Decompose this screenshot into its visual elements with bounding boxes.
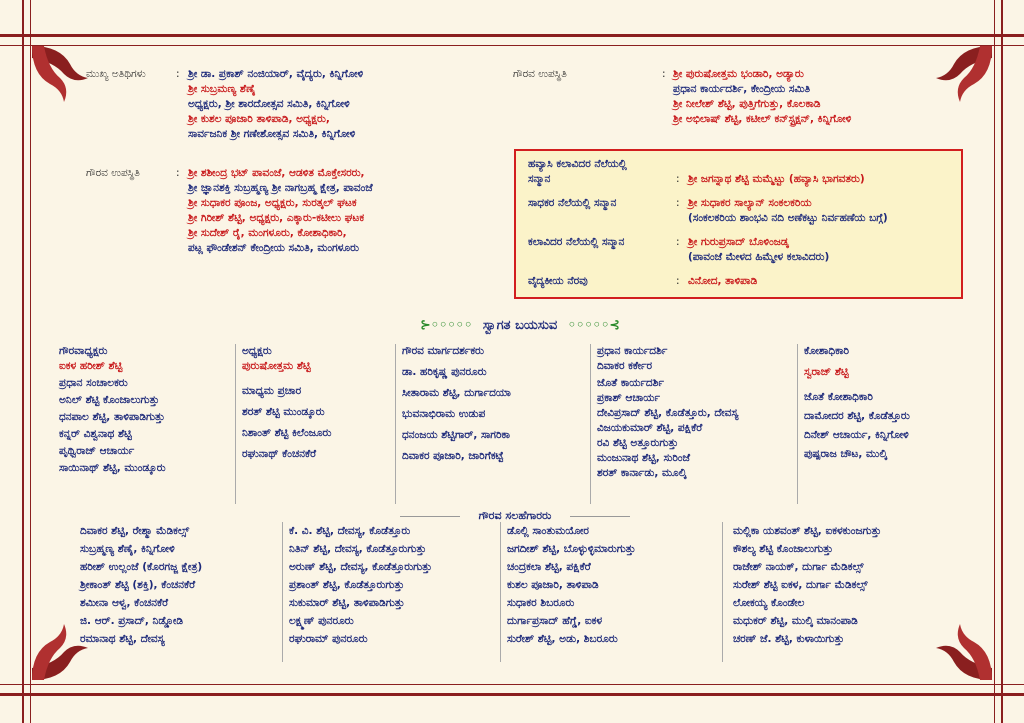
felicitation-value: ಶ್ರೀ ಸುಧಾಕರ ಸಾಲ್ಯಾನ್ ಸಂಕಲಕರಿಯ (ಸಂಕಲಕರಿಯ ಶಾಂಭವಿ ನದಿ ಅಣೆಕಟ್ಟು ನಿರ್ವಹಣೆಯ ಬಗ್ಗೆ) — [688, 197, 888, 224]
welcome-heading — [360, 318, 680, 333]
member-name: ನಿಶಾಂತ್ ಶೆಟ್ಟಿ ಕಿಲೆಂಜೂರು — [242, 427, 332, 439]
member-name: ಪ್ರಕಾಶ್ ಆಚಾರ್ಯ — [597, 392, 660, 404]
member-name: ವಿಜಯಕುಮಾರ್ ಶೆಟ್ಟಿ, ಪಕ್ಷಿಕೆರೆ — [597, 422, 703, 434]
advisor-name: ಚರಣ್ ಜೆ. ಶೆಟ್ಟಿ, ಕುಳಾಯಿಗುತ್ತು — [733, 633, 845, 645]
advisor-name: ಜಗದೀಶ್ ಶೆಟ್ಟಿ, ಬೊಳ್ಳುಳ್ಳಿಮಾರುಗುತ್ತು — [507, 543, 636, 555]
member-name: ಸ್ವರಾಜ್ ಶೆಟ್ಟಿ — [804, 366, 849, 378]
felicitation-value: ಶ್ರೀ ಗುರುಪ್ರಸಾದ್ ಬೊಳಿಂಜಡ್ಕ (ಪಾವಂಜೆ ಮೇಳದ ಹಿಮ್ಮೇಳ ಕಲಾವಿದರು) — [688, 236, 830, 263]
committee-column — [55, 344, 227, 504]
advisors-column — [722, 522, 959, 662]
advisor-name: ಪ್ರಶಾಂತ್ ಶೆಟ್ಟಿ, ಕೊಡೆತ್ತೂರುಗುತ್ತು — [289, 579, 405, 591]
member-name: ದಾಮೋದರ ಶೆಟ್ಟಿ, ಕೊಡೆತ್ತೂರು — [804, 410, 910, 422]
member-name: ಅನಿಲ್ ಶೆಟ್ಟಿ ಕೊಂಜಾಲುಗುತ್ತು — [59, 394, 160, 406]
section-title: ಪ್ರಧಾನ ಕಾರ್ಯದರ್ಶಿ — [597, 345, 668, 357]
colon: : — [662, 68, 666, 80]
section-title: ಮಾಧ್ಯಮ ಪ್ರಚಾರ — [242, 385, 302, 397]
honored-line: ಶ್ರೀ ಸುದೇಶ್ ರೈ, ಮಂಗಳೂರು, ಕೋಶಾಧಿಕಾರಿ, — [188, 227, 347, 239]
frame-right-border — [994, 0, 1003, 723]
frame-left-border — [22, 0, 31, 723]
felicitation-value: ವಿನೋದ, ತಾಳಿಪಾಡಿ — [688, 275, 758, 287]
advisor-name: ಸುಕುಮಾರ್ ಶೆಟ್ಟಿ, ತಾಳಿಪಾಡಿಗುತ್ತು — [289, 597, 405, 609]
honored-label-left: ಗೌರವ ಉಪಸ್ಥಿತಿ — [86, 167, 140, 179]
section-title: ಗೌರವ ಮಾರ್ಗದರ್ಶಕರು — [402, 345, 484, 357]
advisor-name: ಸುರೇಶ್ ಶೆಟ್ಟಿ, ಅಡು, ಶಿಬರೂರು — [507, 633, 618, 645]
advisor-name: ರಮಾನಾಥ ಶೆಟ್ಟಿ, ದೇವಸ್ಯ — [80, 633, 165, 645]
chief-guest-line: ಶ್ರೀ ಸುಬ್ರಮಣ್ಯ ಶೆಣೈ — [188, 83, 256, 95]
member-name: ಪೃಥ್ವಿರಾಜ್ ಆಚಾರ್ಯ — [59, 445, 135, 457]
advisor-name: ನಿತಿನ್ ಶೆಟ್ಟಿ, ದೇವಸ್ಯ, ಕೊಡೆತ್ತೂರುಗುತ್ತು — [289, 543, 427, 555]
advisor-name: ರಘುರಾಮ್ ಪುನರೂರು — [289, 633, 368, 645]
frame-bottom-border — [0, 684, 1024, 696]
honored-label-right: ಗೌರವ ಉಪಸ್ಥಿತಿ — [513, 68, 567, 80]
advisors-column — [282, 522, 493, 662]
chief-guest-line: ಅಧ್ಯಕ್ಷರು, ಶ್ರೀ ಶಾರದೋತ್ಸವ ಸಮಿತಿ, ಕಿನ್ನಿಗೋಳಿ — [188, 98, 350, 110]
member-name: ಮಂಜುನಾಥ ಶೆಟ್ಟಿ, ಸುರಿಂಜೆ — [597, 452, 691, 464]
advisor-name: ಕೆ. ವಿ. ಶೆಟ್ಟಿ, ದೇವಸ್ಯ, ಕೊಡೆತ್ತೂರು — [289, 525, 411, 537]
honored-line: ಶ್ರೀ ಶಶೀಂದ್ರ ಭಟ್ ಪಾವಂಜೆ, ಆಡಳಿತ ಮೊಕ್ತೇಸರರು, — [188, 167, 365, 179]
felicitation-label: ಸಾಧಕರ ನೆಲೆಯಲ್ಲಿ ಸನ್ಮಾನ — [528, 197, 617, 209]
member-name: ರವಿ ಶೆಟ್ಟಿ ಅತ್ತೂರುಗುತ್ತು — [597, 437, 679, 449]
advisor-name: ದಿವಾಕರ ಶೆಟ್ಟಿ, ರೇಶ್ಮಾ ಮೆಡಿಕಲ್ಸ್ — [80, 525, 190, 537]
colon: : — [676, 173, 680, 185]
honored-line: ಪಟ್ಲ ಫೌಂಡೇಶನ್ ಕೇಂದ್ರೀಯ ಸಮಿತಿ, ಮಂಗಳೂರು — [188, 242, 359, 254]
advisor-name: ಸುಬ್ರಹ್ಮಣ್ಯ ಶೆಣೈ, ಕಿನ್ನಿಗೋಳಿ — [80, 543, 175, 555]
advisor-name: ಕೌಶಲ್ಯ ಶೆಟ್ಟಿ ಕೊಂಜಾಲುಗುತ್ತು — [733, 543, 833, 555]
divider — [400, 516, 460, 517]
divider — [570, 516, 630, 517]
advisors-grid — [80, 522, 960, 662]
honored-list-left — [188, 166, 373, 256]
ornament-right-icon: ◦◦◦◦◦⊰ — [567, 318, 621, 333]
member-name: ಸೀತಾರಾಮ ಶೆಟ್ಟಿ, ದುರ್ಗಾದಯಾ — [402, 387, 511, 399]
honored-line: ಶ್ರೀ ಪುರುಷೋತ್ತಮ ಭಂಡಾರಿ, ಅಡ್ಯಾರು — [673, 68, 804, 80]
committee-column — [590, 344, 791, 504]
committee-column — [395, 344, 586, 504]
felicitation-value: ಶ್ರೀ ಜಗನ್ನಾಥ ಶೆಟ್ಟಿ ಮಮ್ಮೆಟ್ಟು (ಹವ್ಯಾಸಿ ಭಾಗವತರು) — [688, 173, 865, 185]
corner-ornament-top-left-icon — [30, 44, 90, 104]
advisors-title: ಗೌರವ ಸಲಹೆಗಾರರು — [478, 509, 552, 522]
section-title: ಪ್ರಧಾನ ಸಂಚಾಲಕರು — [59, 377, 128, 389]
colon: : — [676, 197, 680, 209]
committee-column — [797, 344, 973, 504]
committee-column — [235, 344, 386, 504]
section-title: ಕೋಶಾಧಿಕಾರಿ — [804, 345, 850, 357]
member-name: ಕನ್ನರ್ ವಿಶ್ವನಾಥ ಶೆಟ್ಟಿ — [59, 428, 132, 440]
advisor-name: ಸುರೇಶ್ ಶೆಟ್ಟಿ ಐಕಳ, ದುರ್ಗಾ ಮೆಡಿಕಲ್ಸ್ — [733, 579, 868, 591]
member-name: ದೇವಿಪ್ರಸಾದ್ ಶೆಟ್ಟಿ, ಕೊಡೆತ್ತೂರು, ದೇವಸ್ಯ — [597, 407, 739, 419]
advisor-name: ಲೋಕಯ್ಯ ಕೊಂಡೇಲ — [733, 597, 805, 609]
honored-line: ಶ್ರೀ ನೀಲೇಶ್ ಶೆಟ್ಟಿ, ಪುತ್ತಿಗೆಗುತ್ತು, ಕೊಲಕಾಡಿ — [673, 98, 821, 110]
advisor-name: ಅರುಣ್ ಶೆಟ್ಟಿ, ದೇವಸ್ಯ, ಕೊಡೆತ್ತೂರುಗುತ್ತು — [289, 561, 432, 573]
advisor-name: ಮಧುಕರ್ ಶೆಟ್ಟಿ, ಮುಲ್ಕಿ ಮಾನಂಪಾಡಿ — [733, 615, 858, 627]
advisor-name: ದುರ್ಗಾಪ್ರಸಾದ್ ಹೆಗ್ಡೆ, ಐಕಳ — [507, 615, 603, 627]
advisors-column — [500, 522, 716, 662]
honored-line: ಶ್ರೀ ಗಿರೀಶ್ ಶೆಟ್ಟಿ, ಅಧ್ಯಕ್ಷರು, ಎಕ್ಕಾರು-ಕಟೀಲು ಘಟಕ — [188, 212, 365, 224]
corner-ornament-top-right-icon — [934, 44, 994, 104]
chief-guest-line: ಸಾರ್ವಜನಿಕ ಶ್ರೀ ಗಣೇಶೋತ್ಸವ ಸಮಿತಿ, ಕಿನ್ನಿಗೋಳಿ — [188, 128, 356, 140]
advisor-name: ಮಲ್ಲಿಕಾ ಯಶವಂತ್ ಶೆಟ್ಟಿ, ಐಕಳಕುಂಜಗುತ್ತು — [733, 525, 882, 537]
honored-line: ಶ್ರೀ ಜ್ಞಾನಶಕ್ತಿ ಸುಬ್ರಹ್ಮಣ್ಯ ಶ್ರೀ ನಾಗಬ್ರಹ್ಮ ಕ್ಷೇತ್ರ, ಪಾವಂಜೆ — [188, 182, 373, 194]
member-name: ಶರತ್ ಕಾರ್ನಾಡು, ಮೂಲ್ಕಿ — [597, 467, 687, 479]
advisor-name: ಲಕ್ಷ್ಮಣ್ ಪುನರೂರು — [289, 615, 354, 627]
felicitation-label: ಕಲಾವಿದರ ನೆಲೆಯಲ್ಲಿ ಸನ್ಮಾನ — [528, 236, 625, 248]
member-name: ಡಾ. ಹರಿಕೃಷ್ಣ ಪುನರೂರು — [402, 366, 487, 378]
chief-guests-label: ಮುಖ್ಯ ಅತಿಥಿಗಳು — [86, 68, 146, 80]
member-name: ಪುಷ್ಪರಾಜ ಚೌಟ, ಮುಲ್ಕಿ — [804, 448, 888, 460]
colon: : — [676, 275, 680, 287]
member-name: ಐಕಳ ಹರೀಶ್ ಶೆಟ್ಟಿ — [59, 360, 123, 372]
member-name: ದಿವಾಕರ ಪೂಜಾರಿ, ಜಾರಿಗೆಕಟ್ಟೆ — [402, 450, 504, 462]
advisor-name: ಸುಧಾಕರ ಶಿಬರೂರು — [507, 597, 575, 609]
ornament-left-icon: ⊱◦◦◦◦◦ — [419, 318, 473, 333]
advisor-name: ಜಿ. ಆರ್. ಪ್ರಸಾದ್, ನಿಡ್ಡೋಡಿ — [80, 615, 184, 627]
member-name: ಪುರುಷೋತ್ತಮ ಶೆಟ್ಟಿ — [242, 360, 311, 372]
member-name: ರಘುನಾಥ್ ಕೆಂಚನಕೆರೆ — [242, 448, 317, 460]
advisor-name: ಹರೀಶ್ ಉಲ್ಲಂಜೆ (ಕೊರಗಜ್ಜ ಕ್ಷೇತ್ರ) — [80, 561, 203, 573]
welcome-title: ಸ್ವಾಗತ ಬಯಸುವ — [482, 318, 558, 333]
member-name: ಧನಪಾಲ ಶೆಟ್ಟಿ, ತಾಳಿಪಾಡಿಗುತ್ತು — [59, 411, 165, 423]
advisor-name: ಡೊಲ್ಲಿ ಸಾಂತುಮಯೋರ — [507, 525, 589, 537]
member-name: ದಿನೇಶ್ ಆಚಾರ್ಯ, ಕಿನ್ನಿಗೋಳಿ — [804, 429, 909, 441]
frame-top-border — [0, 34, 1024, 46]
section-title: ಅಧ್ಯಕ್ಷರು — [242, 345, 272, 357]
honored-line: ಶ್ರೀ ಅಭಿಲಾಷ್ ಶೆಟ್ಟಿ, ಕಟೀಲ್ ಕನ್‌ಸ್ಟ್ರಕ್ಷನ್, ಕಿನ್ನಿಗೋಳಿ — [673, 113, 852, 125]
honored-line: ಪ್ರಧಾನ ಕಾರ್ಯದರ್ಶಿ, ಕೇಂದ್ರೀಯ ಸಮಿತಿ — [673, 83, 811, 95]
section-title: ಜೊತೆ ಕಾರ್ಯದರ್ಶಿ — [597, 377, 664, 389]
chief-guests-list — [188, 67, 363, 142]
colon: : — [676, 236, 680, 248]
advisors-column — [80, 522, 280, 662]
colon: : — [176, 68, 180, 80]
chief-guest-line: ಶ್ರೀ ಕುಶಲ ಪೂಜಾರಿ ತಾಳಿಪಾಡಿ, ಅಧ್ಯಕ್ಷರು, — [188, 113, 330, 125]
member-name: ಧನಂಜಯ ಶೆಟ್ಟಿಗಾರ್, ಸಾಗರಿಕಾ — [402, 429, 510, 441]
advisor-name: ಕುಶಲ ಪೂಜಾರಿ, ತಾಳಿಪಾಡಿ — [507, 579, 599, 591]
member-name: ಭುವನಾಭಿರಾಮ ಉಡುಪ — [402, 408, 486, 420]
committee-grid — [55, 344, 975, 504]
honored-list-right — [673, 67, 851, 127]
felicitation-label: ವೈದ್ಯಕೀಯ ನೆರವು — [528, 275, 588, 287]
felicitation-label: ಹವ್ಯಾಸಿ ಕಲಾವಿದರ ನೆಲೆಯಲ್ಲಿ ಸನ್ಮಾನ — [528, 158, 627, 185]
advisor-name: ಚಂದ್ರಕಲಾ ಶೆಟ್ಟಿ, ಪಕ್ಷಿಕೆರೆ — [507, 561, 591, 573]
member-name: ಶರತ್ ಶೆಟ್ಟಿ ಮುಂಡ್ಕೂರು — [242, 406, 325, 418]
advisor-name: ಶ್ರೀಕಾಂತ್ ಶೆಟ್ಟಿ (ಶಕ್ತಿ), ಕೆಂಚನಕೆರೆ — [80, 579, 196, 591]
colon: : — [176, 167, 180, 179]
advisor-name: ಶಮೀನಾ ಆಳ್ವ, ಕೆಂಚನಕೆರೆ — [80, 597, 169, 609]
advisor-name: ರಾಜೇಶ್ ನಾಯಕ್, ದುರ್ಗಾ ಮೆಡಿಕಲ್ಸ್ — [733, 561, 864, 573]
chief-guest-line: ಶ್ರೀ ಡಾ. ಪ್ರಕಾಶ್ ನಂಜಿಯಾರ್, ವೈದ್ಯರು, ಕಿನ್ನಿಗೋಳಿ — [188, 68, 364, 80]
section-title: ಗೌರವಾಧ್ಯಕ್ಷರು — [59, 345, 108, 357]
member-name: ಸಾಯಿನಾಥ್ ಶೆಟ್ಟಿ, ಮುಂಡ್ಕೂರು — [59, 462, 166, 474]
honored-line: ಶ್ರೀ ಸುಧಾಕರ ಪೂಂಜ, ಅಧ್ಯಕ್ಷರು, ಸುರತ್ಕಲ್ ಘಟಕ — [188, 197, 357, 209]
felicitation-box — [514, 149, 963, 299]
section-title: ಜೊತೆ ಕೋಶಾಧಿಕಾರಿ — [804, 391, 873, 403]
member-name: ದಿವಾಕರ ಕರ್ಕೇರ — [597, 360, 653, 372]
